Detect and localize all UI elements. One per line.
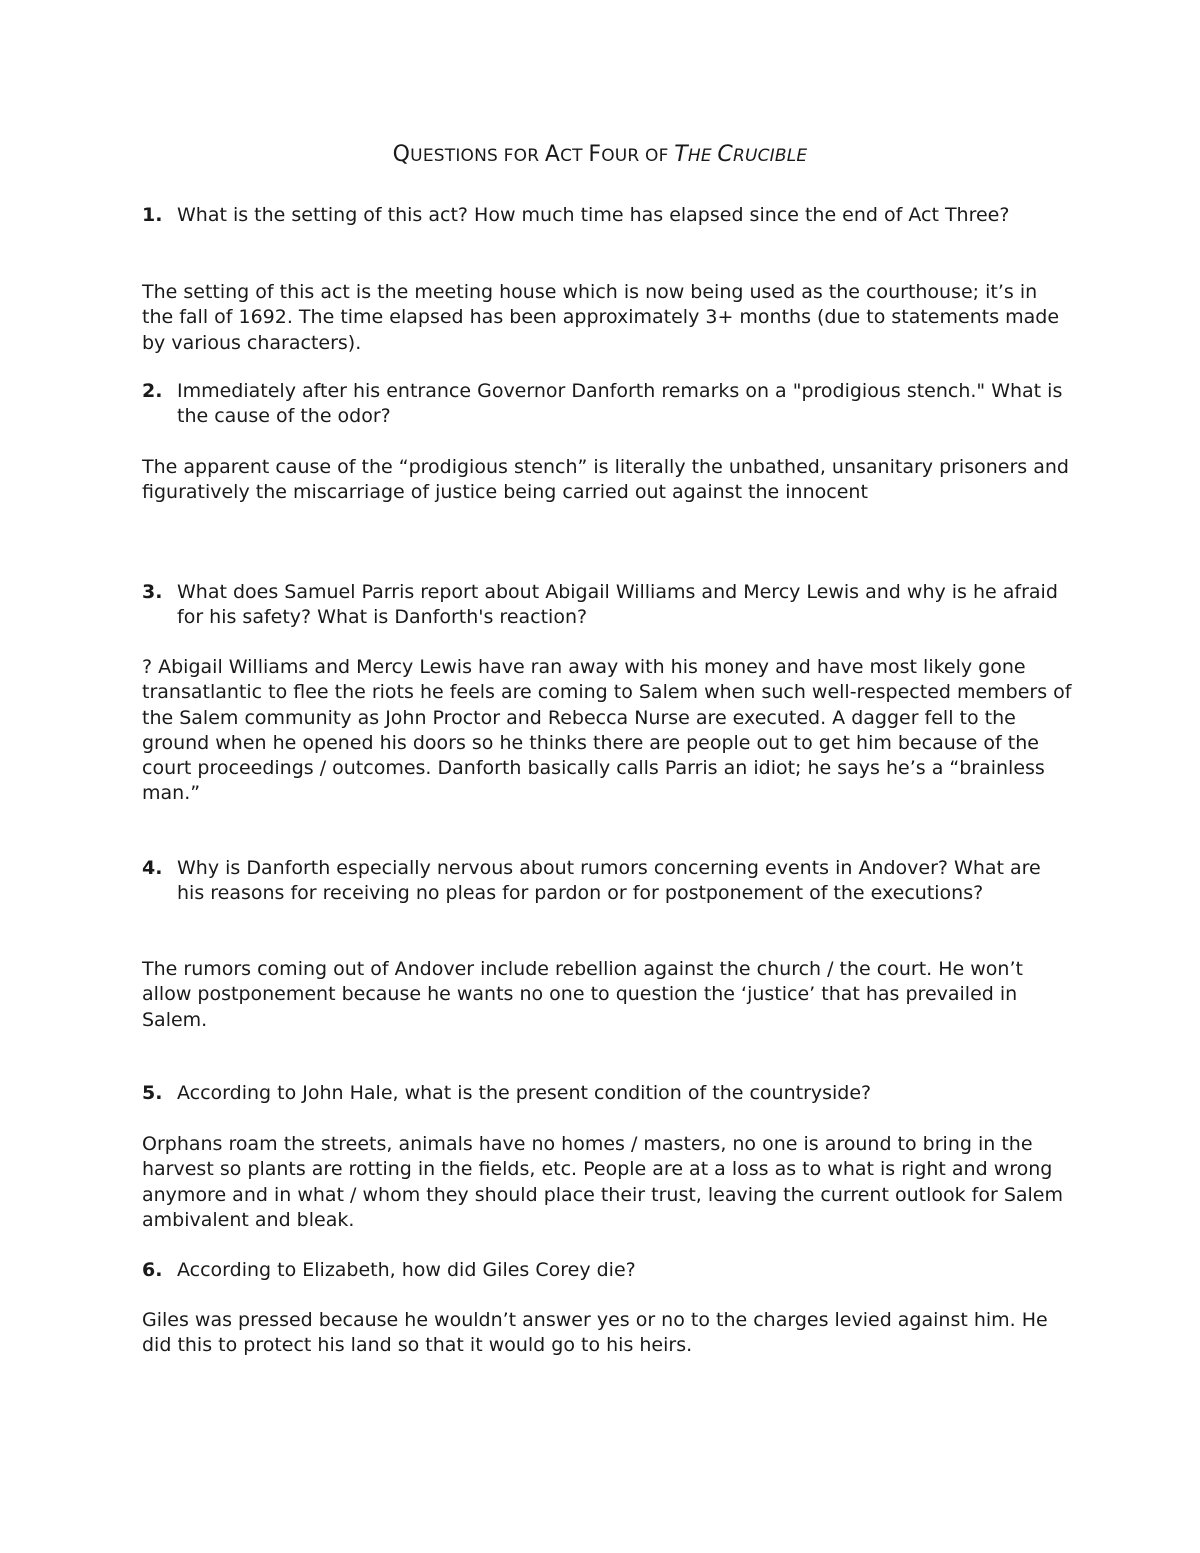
question-number: 3.: [142, 581, 163, 603]
title-text: RUCIBLE: [732, 146, 808, 166]
answer-1: The setting of this act is the meeting house which is now being used as the courthouse; it’s in the fall of 1692. The time elapsed has been approximately 3+ months (due to statements made by various characters).: [142, 281, 1060, 354]
title-cap: T: [674, 142, 688, 167]
answer-4: The rumors coming out of Andover include rebellion against the church / the court. He won’t allow postponement because he wants no one to question the ‘justice’ that has prevailed in Salem.: [142, 958, 1023, 1031]
question-number: 5.: [142, 1082, 163, 1104]
answer-6: Giles was pressed because he wouldn’t answer yes or no to the charges levied against him. He did this to protect his land so that it would go to his heirs.: [142, 1309, 1048, 1357]
title-text: OUR OF: [601, 146, 675, 166]
title-cap: C: [717, 142, 733, 167]
page-title: [0, 142, 1200, 167]
question-6: [142, 1258, 1072, 1283]
question-text: According to John Hale, what is the present condition of the countryside?: [177, 1082, 872, 1104]
question-1: [142, 203, 1072, 228]
answer-5: Orphans roam the streets, animals have no homes / masters, no one is around to bring in the harvest so plants are rotting in the fields, etc. People are at a loss as to what is right and wrong anymore and in what / whom they should place their trust, leaving the current outlook for Salem ambivalent and bleak.: [142, 1133, 1063, 1231]
question-text: Why is Danforth especially nervous about rumors concerning events in Andover? What are his reasons for receiving no pleas for pardon or for postponement of the executions?: [177, 857, 1041, 904]
question-number: 2.: [142, 380, 163, 402]
question-4: [142, 856, 1072, 906]
title-text: HE: [687, 146, 718, 166]
question-number: 6.: [142, 1259, 163, 1281]
answer-2: The apparent cause of the “prodigious stench” is literally the unbathed, unsanitary prisoners and figuratively the miscarriage of justice being carried out against the innocent: [142, 456, 1069, 504]
question-text: What is the setting of this act? How much time has elapsed since the end of Act Three?: [177, 204, 1010, 226]
title-text: UESTIONS FOR: [410, 146, 545, 166]
question-3: [142, 580, 1072, 630]
question-text: What does Samuel Parris report about Abigail Williams and Mercy Lewis and why is he afraid for his safety? What is Danforth's reaction?: [177, 581, 1058, 628]
question-text: Immediately after his entrance Governor Danforth remarks on a "prodigious stench." What is the cause of the odor?: [177, 380, 1063, 427]
question-number: 1.: [142, 204, 163, 226]
title-text: CT: [560, 146, 589, 166]
question-5: [142, 1081, 1072, 1106]
question-2: [142, 379, 1072, 429]
question-text: According to Elizabeth, how did Giles Corey die?: [177, 1259, 636, 1281]
question-number: 4.: [142, 857, 163, 879]
title-cap: F: [588, 142, 602, 167]
title-cap: Q: [392, 142, 411, 167]
title-cap: A: [544, 142, 561, 167]
answer-3: ? Abigail Williams and Mercy Lewis have ran away with his money and have most likely gone transatlantic to flee the riots he feels are coming to Salem when such well-respected members of the Salem community as John Proctor and Rebecca Nurse are executed. A dagger fell to the ground when he opened his doors so he thinks there are people out to get him because of the court proceedings / outcomes. Danforth basically calls Parris an idiot; he says he’s a “brainless man.”: [142, 656, 1072, 805]
